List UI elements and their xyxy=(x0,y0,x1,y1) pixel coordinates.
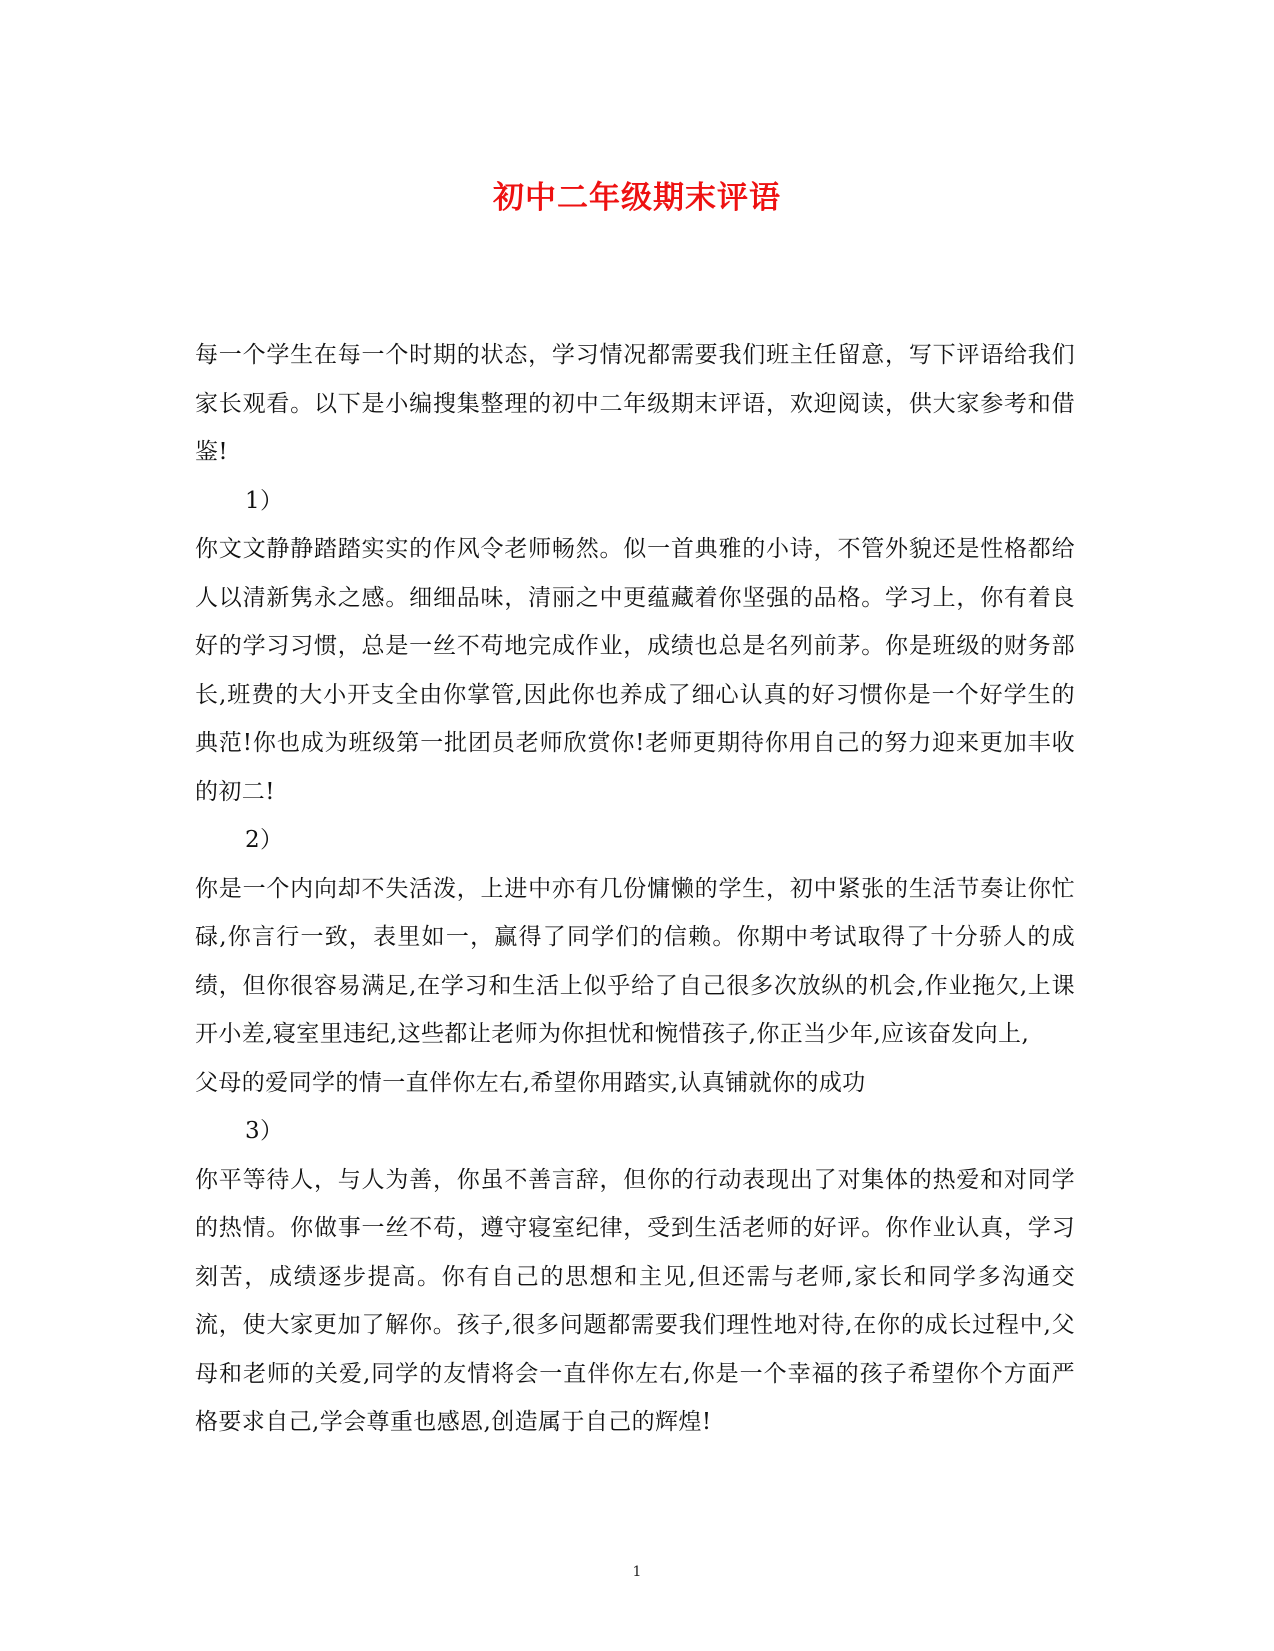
section-2-paragraph-continued: 父母的爱同学的情一直伴你左右,希望你用踏实,认真铺就你的成功 xyxy=(195,1069,866,1096)
document-title: 初中二年级期末评语 xyxy=(493,180,781,216)
section-3-paragraph: 你平等待人，与人为善，你虽不善言辞，但你的行动表现出了对集体的热爱和对同学的热情。你做事一丝不苟，遵守寝室纪律，受到生活老师的好评。你作业认真，学习刻苦，成绩逐步提高。你有自己的思想和主见,但还需与老师,家长和同学多沟通交流，使大家更加了解你。孩子,很多问题都需要我们理性地对待,在你的成长过程中,父母和老师的关爱,同学的友情将会一直伴你左右,你是一个幸福的孩子希望你个方面严格要求自己,学会尊重也感恩,创造属于自己的辉煌! xyxy=(195,1166,1075,1435)
document-body xyxy=(195,331,1075,1447)
intro-paragraph: 每一个学生在每一个时期的状态，学习情况都需要我们班主任留意，写下评语给我们家长观看。以下是小编搜集整理的初中二年级期末评语，欢迎阅读，供大家参考和借鉴! xyxy=(195,342,1075,465)
section-number-3: 3） xyxy=(245,1118,284,1144)
section-number-1: 1） xyxy=(245,487,284,514)
page-number: 1 xyxy=(632,1564,642,1580)
section-number-2: 2） xyxy=(245,827,284,853)
section-2-paragraph: 你是一个内向却不失活泼，上进中亦有几份慵懒的学生，初中紧张的生活节奏让你忙碌,你言行一致，表里如一，赢得了同学们的信赖。你期中考试取得了十分骄人的成绩，但你很容易满足,在学习和生活上似乎给了自己很多次放纵的机会,作业拖欠,上课开小差,寝室里违纪,这些都让老师为你担忧和惋惜孩子,你正当少年,应该奋发向上, xyxy=(195,875,1075,1047)
section-1-paragraph: 你文文静静踏踏实实的作风令老师畅然。似一首典雅的小诗，不管外貌还是性格都给人以清新隽永之感。细细品味，清丽之中更蕴藏着你坚强的品格。学习上，你有着良好的学习习惯，总是一丝不苟地完成作业，成绩也总是名列前茅。你是班级的财务部长,班费的大小开支全由你掌管,因此你也养成了细心认真的好习惯你是一个好学生的典范!你也成为班级第一批团员老师欣赏你!老师更期待你用自己的努力迎来更加丰收的初二! xyxy=(195,536,1075,805)
